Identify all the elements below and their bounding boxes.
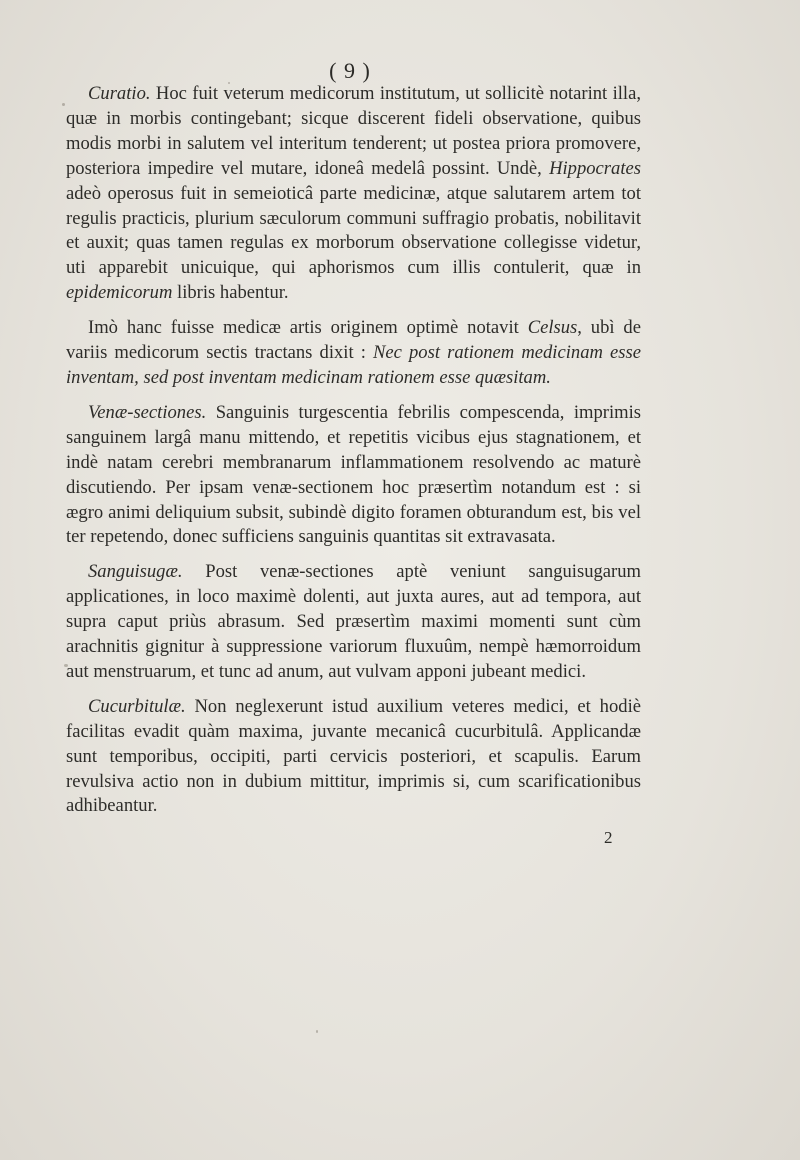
text-run: Non neglexerunt istud auxilium veteres medici, et hodiè facilitas evadit quàm maxima, juvante mecanicâ cucurbitulâ. Applicandæ sunt temporibus, occipiti, parti cervicis posteriori, et scapulis. Earum revulsiva actio non in dubium mittitur, imprimis si, cum scarificationibus adhibeantur.: [66, 695, 641, 817]
body-text: [66, 82, 641, 822]
italic-text: Hippocrates: [549, 157, 641, 179]
paper-speck: [62, 103, 65, 106]
text-run: libris habentur.: [172, 282, 289, 304]
paragraph-heading: Venæ-sectiones.: [88, 401, 207, 423]
paragraph-heading: Curatio.: [88, 83, 151, 104]
paper-speck: [64, 664, 68, 667]
text-run: Post venæ-sectiones aptè veniunt sanguisugarum applicationes, in loco maximè dolenti, aut juxta aures, aut ad tempora, aut supra caput priùs abrasum. Sed præsertìm maximi momenti sunt cùm arachnitis gignitur à suppressione variorum fluxuûm, nempè hæmorroidum aut menstruarum, et tunc ad anum, aut vulvam apponi jubeant medici.: [66, 561, 641, 682]
text-run: , ubì de variis medicorum sectis tractans dixit :: [66, 317, 641, 364]
paragraph: [66, 695, 641, 820]
paper-speck: [622, 735, 625, 738]
paragraph: [66, 316, 641, 391]
text-run: Sanguinis turgescentia febrilis compescenda, imprimis sanguinem largâ manu mittendo, et repetitis vicibus ejus stagnationem, et indè natam cerebri membranarum inflammationem resolvendo ac maturè discutiendo. Per ipsam venæ-sectionem hoc præsertìm notandum est : si ægro animi deliquium subsit, subindè digito foramen obturandum est, bis vel ter repetendo, donec sufficiens sanguinis quantitas sit extravasata.: [66, 401, 641, 548]
text-run: Imò hanc fuisse medicæ artis originem optimè notavit: [88, 317, 528, 339]
text-run: Hoc fuit veterum medicorum institutum, ut sollicitè notarint illa, quæ in morbis contingebant; sicque discerent fideli observatione, quibus modis morbi in salutem vel interitum tenderent; ut postea priora promovere, posteriora impedire vel mutare, idoneâ medelâ possint. Undè,: [66, 83, 641, 179]
page-number: ( 9 ): [329, 58, 371, 83]
paragraph: [66, 401, 641, 550]
italic-text: Celsus: [527, 317, 578, 339]
paragraph: [66, 82, 641, 306]
paragraph-heading: Cucurbitulæ.: [88, 695, 186, 717]
signature-mark: 2: [604, 828, 613, 847]
italic-text: epidemicorum: [66, 282, 173, 304]
italic-text: Nec post rationem medicinam esse inventam, sed post inventam medicinam rationem esse quæsitam.: [66, 342, 641, 388]
paper-speck: [316, 1030, 318, 1033]
paper-speck: [228, 82, 230, 84]
paragraph-heading: Sanguisugæ.: [88, 561, 183, 583]
paragraph: [66, 560, 641, 685]
text-run: adeò operosus fuit in semeioticâ parte medicinæ, atque salutarem artem tot regulis practicis, plurium sæculorum communi suffragio probatis, nobilitavit et auxit; quas tamen regulas ex morborum observatione collegisse videtur, uti apparebit unicuique, qui aphorismos cum illis contulerit, quæ in: [66, 182, 641, 279]
